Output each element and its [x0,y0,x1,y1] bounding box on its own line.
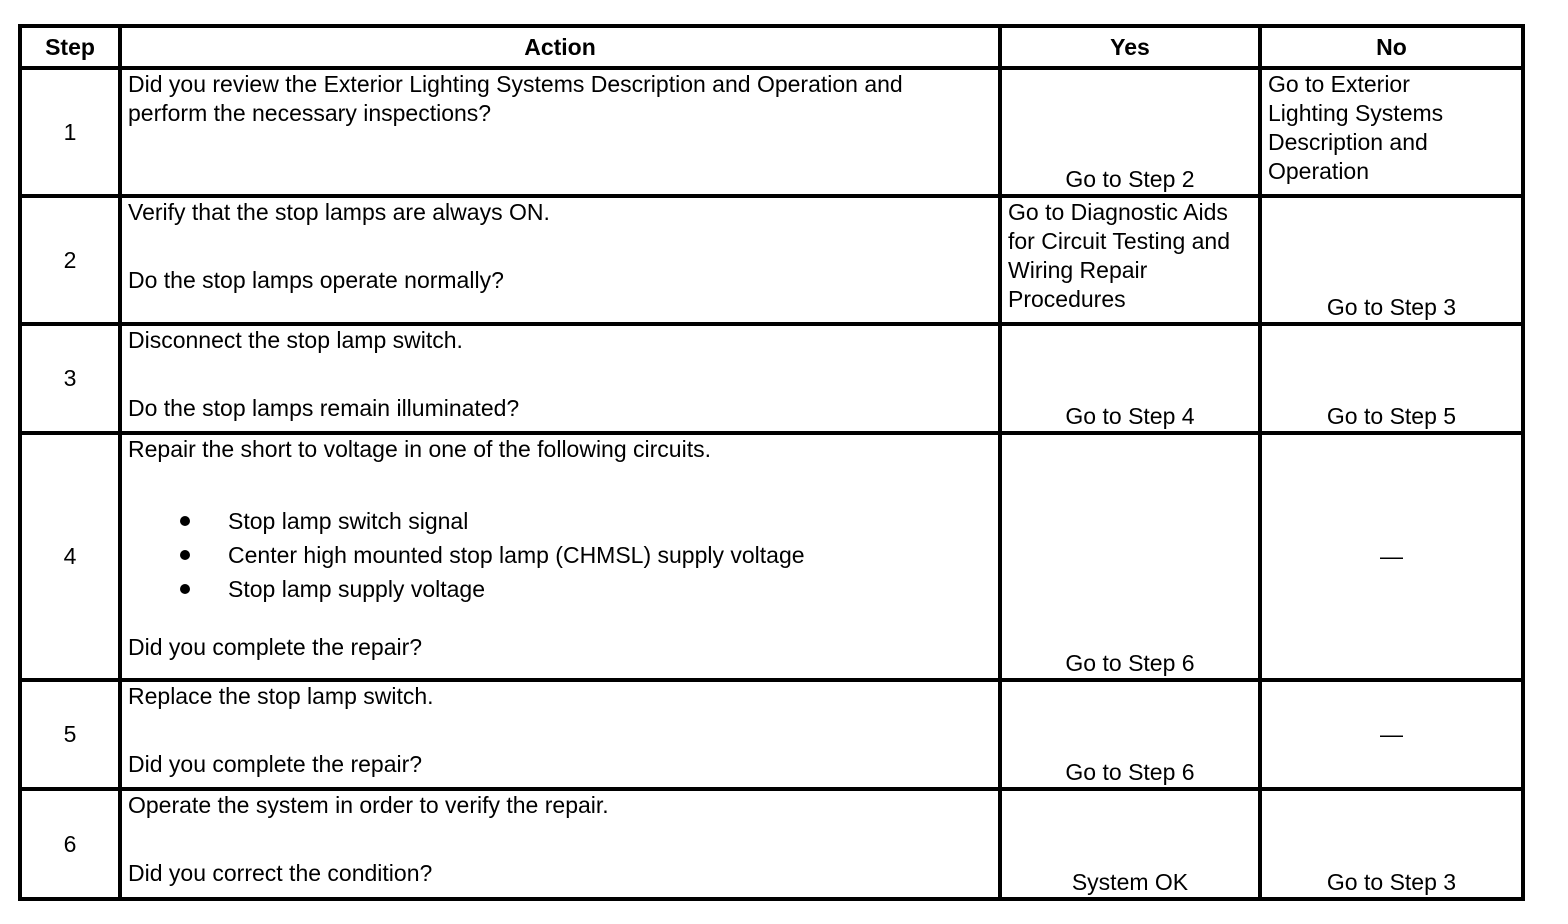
no-cell: Go to Step 5 [1260,324,1523,433]
no-text: Lighting Systems [1268,100,1444,126]
table-row [20,196,1523,324]
table-row [20,680,1523,789]
no-text: Description and [1268,129,1428,155]
action-text: Repair the short to voltage in one of the following circuits. [128,436,711,462]
no-text: Go to Exterior [1268,71,1410,97]
action-text: Did you complete the repair? [128,751,423,777]
action-text: Do the stop lamps operate normally? [128,267,504,293]
action-text: Replace the stop lamp switch. [128,683,434,709]
list-item: Center high mounted stop lamp (CHMSL) supply voltage [128,538,992,572]
step-number: 4 [20,433,120,680]
action-cell [120,68,1000,196]
yes-cell: Go to Step 4 [1000,324,1260,433]
yes-text: for Circuit Testing and [1008,228,1231,254]
list-item: Stop lamp supply voltage [128,572,992,606]
table-row [20,789,1523,899]
table-row [20,433,1523,680]
action-text: perform the necessary inspections? [128,100,492,126]
bullet-icon [180,516,190,526]
diagnostic-table [18,24,1525,901]
yes-cell [1000,196,1260,324]
action-text: Did you review the Exterior Lighting Systems Description and Operation and [128,71,903,97]
step-number: 6 [20,789,120,899]
yes-cell: Go to Step 2 [1000,68,1260,196]
no-cell: — [1260,433,1523,680]
table-row [20,68,1523,196]
no-cell: Go to Step 3 [1260,789,1523,899]
action-text: Disconnect the stop lamp switch. [128,327,463,353]
step-number: 5 [20,680,120,789]
yes-text: Procedures [1008,286,1126,312]
bullet-icon [180,584,190,594]
yes-cell: System OK [1000,789,1260,899]
action-cell [120,789,1000,899]
table-row [20,324,1523,433]
yes-cell: Go to Step 6 [1000,680,1260,789]
no-cell [1260,68,1523,196]
action-text: Did you correct the condition? [128,860,433,886]
action-text: Verify that the stop lamps are always ON. [128,199,550,225]
step-number: 1 [20,68,120,196]
no-cell: — [1260,680,1523,789]
action-cell [120,196,1000,324]
action-cell [120,433,1000,680]
no-cell: Go to Step 3 [1260,196,1523,324]
step-number: 2 [20,196,120,324]
action-text: Do the stop lamps remain illuminated? [128,395,520,421]
header-row [20,26,1523,68]
circuit-list [128,504,992,606]
header-no: No [1260,26,1523,68]
bullet-icon [180,550,190,560]
yes-text: Go to Diagnostic Aids [1008,199,1228,225]
list-item: Stop lamp switch signal [128,504,992,538]
yes-cell: Go to Step 6 [1000,433,1260,680]
action-text: Did you complete the repair? [128,634,423,660]
yes-text: Wiring Repair [1008,257,1148,283]
step-number: 3 [20,324,120,433]
header-step: Step [20,26,120,68]
action-cell [120,324,1000,433]
action-text: Operate the system in order to verify the repair. [128,792,609,818]
header-yes: Yes [1000,26,1260,68]
action-cell [120,680,1000,789]
no-text: Operation [1268,158,1370,184]
header-action: Action [120,26,1000,68]
